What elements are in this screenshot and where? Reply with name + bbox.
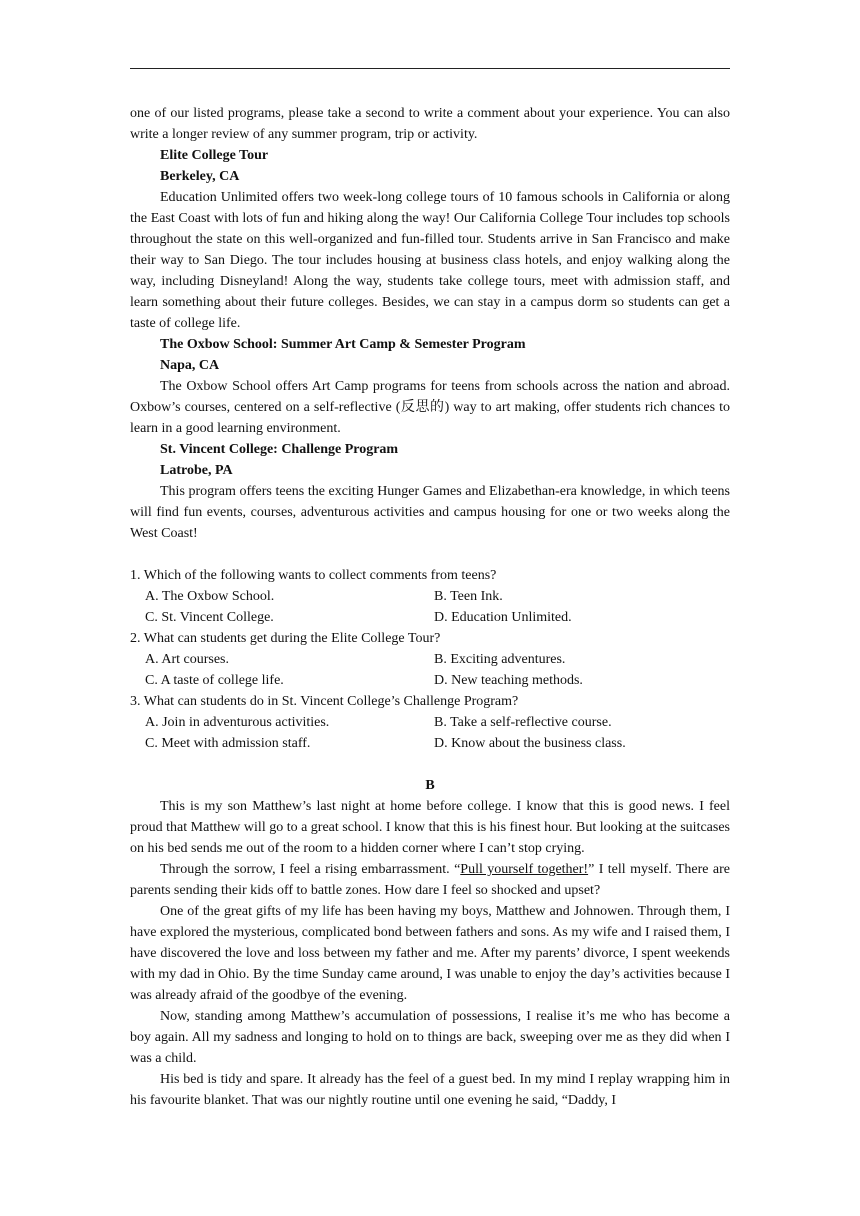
options-row	[130, 733, 730, 754]
program-description: The Oxbow School offers Art Camp programs for teens from schools across the nation and abroad. Oxbow’s courses, centered on a self-reflective (反思的) way to art making, offer students rich chances to learn in a good learning environment.	[130, 379, 730, 436]
program-location: Latrobe, PA	[160, 463, 233, 478]
question-stem: 2. What can students get during the Elite College Tour?	[130, 631, 441, 646]
program-description: Education Unlimited offers two week-long college tours of 10 famous schools in California or along the East Coast with lots of fun and hiking along the way! Our California College Tour includes top schools throughout the state on this well-organized and fun-filled tour. Students arrive in San Francisco and make their way to San Diego. The tour includes housing at business class hotels, and enjoy walking along the way, including Disneyland! Along the way, students take college tours, meet with admission staff, and learn something about their future colleges. Besides, we can stay in a campus dorm so students can get a taste of college life.	[130, 190, 730, 331]
option-a: A. The Oxbow School.	[145, 589, 275, 604]
option-d: D. New teaching methods.	[434, 673, 583, 688]
option-a: A. Join in adventurous activities.	[145, 715, 330, 730]
passage-b-paragraph: This is my son Matthew’s last night at home before college. I know that this is good news. I feel proud that Matthew will go to a great school. I know that this is his finest hour. But looking at the suitcases on his bed sends me out of the room to a hidden corner where I can’t stop crying.	[130, 799, 730, 856]
option-b: B. Take a self-reflective course.	[434, 715, 612, 730]
quote-open: Through the sorrow, I feel a rising embarrassment. “	[160, 862, 461, 877]
underlined-phrase: Pull yourself together!	[460, 862, 589, 877]
passage-b-paragraph: His bed is tidy and spare. It already has the feel of a guest bed. In my mind I replay wrapping him in his favourite blanket. That was our nightly routine until one evening he said, “Daddy, I	[130, 1072, 730, 1108]
program-location: Napa, CA	[160, 358, 220, 373]
option-a: A. Art courses.	[145, 652, 229, 667]
passage-a-intro: one of our listed programs, please take a second to write a comment about your experience. You can also write a longer review of any summer program, trip or activity.	[130, 106, 730, 142]
header-rule	[130, 68, 730, 69]
options-row	[130, 607, 730, 628]
options-row	[130, 649, 730, 670]
options-row	[130, 712, 730, 733]
options-row	[130, 586, 730, 607]
option-d: D. Know about the business class.	[434, 736, 626, 751]
program-title: Elite College Tour	[160, 148, 269, 163]
option-c: C. Meet with admission staff.	[145, 736, 311, 751]
spacer	[130, 544, 730, 565]
document-body	[130, 103, 730, 1111]
option-b: B. Exciting adventures.	[434, 652, 566, 667]
question-stem: 3. What can students do in St. Vincent College’s Challenge Program?	[130, 694, 519, 709]
passage-b-paragraph: Now, standing among Matthew’s accumulation of possessions, I realise it’s me who has become a boy again. All my sadness and longing to hold on to things are back, sweeping over me as they did when I was a child.	[130, 1009, 730, 1066]
program-location: Berkeley, CA	[160, 169, 240, 184]
question-stem: 1. Which of the following wants to collect comments from teens?	[130, 568, 497, 583]
section-heading: B	[425, 778, 435, 793]
passage-b-paragraph: One of the great gifts of my life has been having my boys, Matthew and Johnowen. Through them, I have explored the mysterious, complicated bond between fathers and sons. As my wife and I raised them, I have discovered the love and loss between my father and me. After my parents’ divorce, I spent weekends with my dad in Ohio. By the time Sunday came around, I was unable to enjoy the day’s activities because I was already afraid of the goodbye of the evening.	[130, 904, 730, 1003]
option-b: B. Teen Ink.	[434, 589, 503, 604]
quote-rest: ” I tell myself. There are parents sending their kids off to battle zones. How dare I feel so shocked and upset?	[130, 862, 730, 898]
option-c: C. A taste of college life.	[145, 673, 284, 688]
passage-b-paragraph	[130, 859, 730, 901]
option-d: D. Education Unlimited.	[434, 610, 572, 625]
program-title: St. Vincent College: Challenge Program	[160, 442, 399, 457]
options-row	[130, 670, 730, 691]
program-title: The Oxbow School: Summer Art Camp & Semester Program	[160, 337, 526, 352]
spacer	[130, 754, 730, 775]
program-description: This program offers teens the exciting Hunger Games and Elizabethan-era knowledge, in which teens will find fun events, courses, adventurous activities and campus housing for one or two weeks along the West Coast!	[130, 484, 730, 541]
option-c: C. St. Vincent College.	[145, 610, 274, 625]
